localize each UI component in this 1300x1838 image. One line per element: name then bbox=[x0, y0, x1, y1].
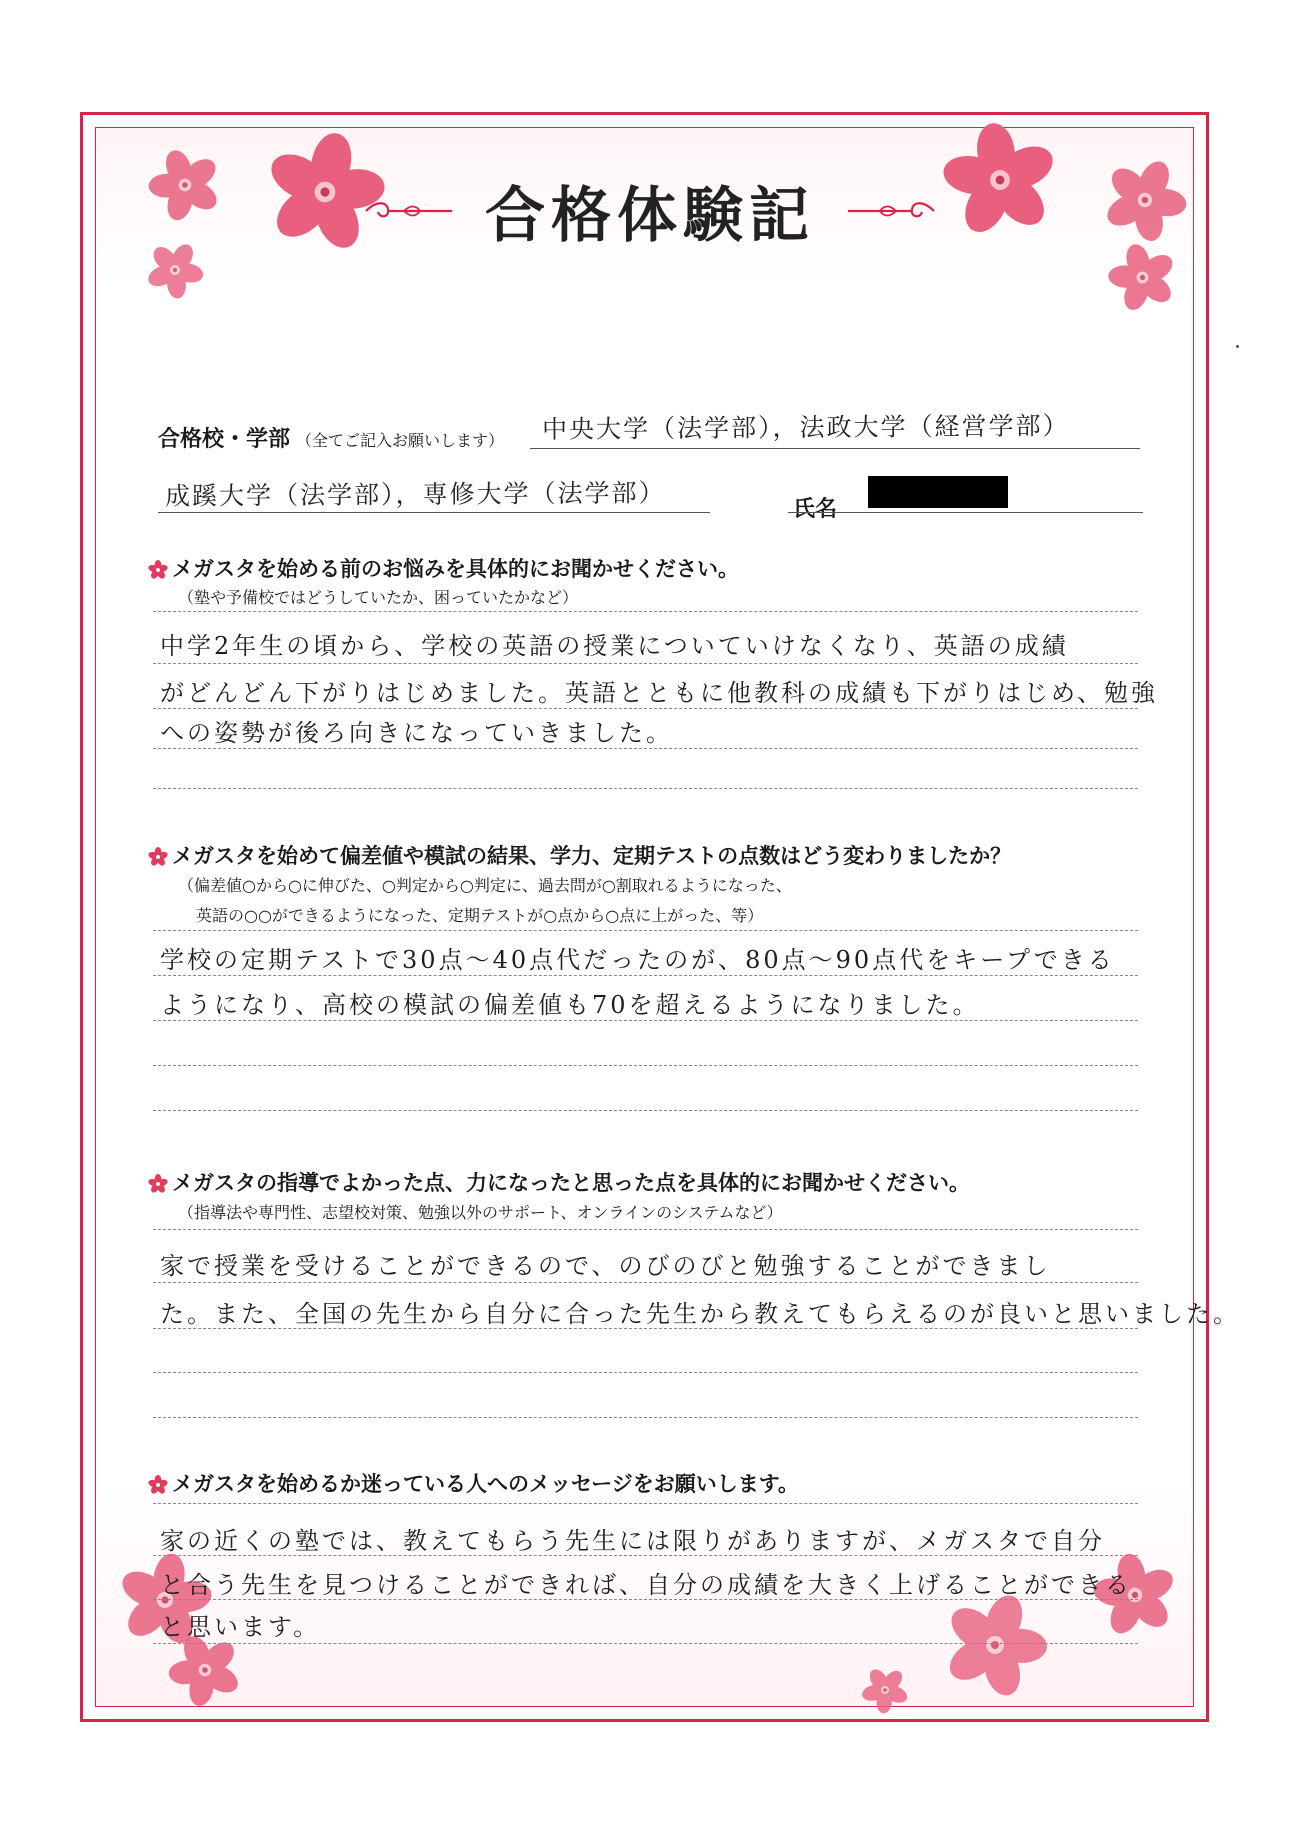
answer-line bbox=[153, 930, 1138, 931]
answer-line bbox=[153, 788, 1138, 789]
scroll-ornament-icon bbox=[364, 199, 454, 223]
question-3-sub: （指導法や専門性、志望校対策、勉強以外のサポート、オンラインのシステムなど） bbox=[178, 1203, 783, 1222]
answer-1-line1: 中学2年生の頃から、学校の英語の授業についていけなくなり、英語の成績 bbox=[160, 632, 1069, 660]
answer-line bbox=[153, 1417, 1138, 1418]
answer-line bbox=[153, 1110, 1138, 1111]
answer-3-line2: た。また、全国の先生から自分に合った先生から教えてもらえるのが良いと思いました。 bbox=[160, 1300, 1240, 1328]
answer-line bbox=[153, 1503, 1138, 1504]
school-label bbox=[158, 422, 504, 453]
scroll-ornament-icon bbox=[846, 199, 936, 223]
answer-3-line1: 家で授業を受けることができるので、のびのびと勉強することができまし bbox=[160, 1252, 1051, 1280]
answer-line bbox=[153, 1555, 1138, 1556]
answer-line bbox=[153, 975, 1138, 976]
answer-1-line3: への姿勢が後ろ向きになっていきました。 bbox=[160, 719, 673, 747]
answer-line bbox=[153, 1599, 1138, 1600]
answer-line bbox=[153, 1020, 1138, 1021]
question-1-sub: （塾や予備校ではどうしていたか、困っていたかなど） bbox=[178, 588, 579, 607]
blossom-bullet-icon bbox=[148, 847, 168, 867]
name-redaction bbox=[868, 476, 1008, 508]
cherry-blossom-icon bbox=[935, 1585, 1055, 1705]
blossom-bullet-icon bbox=[148, 560, 168, 580]
scan-speck bbox=[1236, 345, 1239, 348]
answer-1-line2: がどんどん下がりはじめました。英語とともに他教科の成績も下がりはじめ、勉強 bbox=[160, 679, 1159, 707]
title-block bbox=[0, 168, 1300, 254]
answer-line bbox=[153, 708, 1138, 709]
answer-line bbox=[153, 1065, 1138, 1066]
question-4-text: メガスタを始めるか迷っている人へのメッセージをお願いします。 bbox=[172, 1472, 800, 1496]
school-underline-1 bbox=[530, 448, 1140, 449]
name-label: 氏名 bbox=[793, 497, 838, 522]
question-2-sub1: （偏差値○から○に伸びた、○判定から○判定に、過去問が○割取れるようになった、 bbox=[178, 876, 792, 895]
question-4-heading bbox=[148, 1468, 799, 1498]
question-3-text: メガスタの指導でよかった点、力になったと思った点を具体的にお聞かせください。 bbox=[172, 1171, 970, 1195]
answer-2-line1: 学校の定期テストで30点～40点代だったのが、80点～90点代をキープできる bbox=[160, 946, 1115, 974]
answer-4-line1: 家の近くの塾では、教えてもらう先生には限りがありますが、メガスタで自分 bbox=[160, 1527, 1105, 1555]
school-label-note: （全てご記入お願いします） bbox=[296, 431, 505, 450]
answer-4-line3: と思います。 bbox=[160, 1613, 321, 1641]
school-answer-line1: 中央大学（法学部），法政大学（経営学部） bbox=[541, 411, 1070, 444]
answer-line bbox=[153, 748, 1138, 749]
question-2-heading bbox=[148, 840, 1011, 870]
school-label-text: 合格校・学部 bbox=[158, 427, 291, 452]
answer-line bbox=[153, 611, 1138, 612]
answer-4-line2: と合う先生を見つけることができれば、自分の成績を大きく上げることができる bbox=[160, 1571, 1132, 1599]
question-1-heading bbox=[148, 553, 739, 583]
school-answer-line2: 成蹊大学（法学部），専修大学（法学部） bbox=[164, 478, 666, 511]
question-1-text: メガスタを始める前のお悩みを具体的にお聞かせください。 bbox=[172, 557, 739, 581]
answer-line bbox=[153, 663, 1138, 664]
answer-line bbox=[153, 1328, 1138, 1329]
school-underline-2 bbox=[158, 512, 710, 513]
question-2-text: メガスタを始めて偏差値や模試の結果、学力、定期テストの点数はどう変わりましたか？ bbox=[172, 844, 1012, 868]
answer-line bbox=[153, 1229, 1138, 1230]
name-underline bbox=[788, 512, 1143, 513]
answer-2-line2: ようになり、高校の模試の偏差値も70を超えるようになりました。 bbox=[160, 991, 980, 1019]
blossom-bullet-icon bbox=[148, 1475, 168, 1495]
answer-line bbox=[153, 1643, 1138, 1644]
cherry-blossom-icon bbox=[855, 1660, 915, 1720]
answer-line bbox=[153, 1282, 1138, 1283]
answer-line bbox=[153, 1372, 1138, 1373]
blossom-bullet-icon bbox=[148, 1174, 168, 1194]
question-2-sub2: 英語の○○ができるようになった、定期テストが○点から○点に上がった、等） bbox=[196, 906, 764, 925]
page-title: 合格体験記 bbox=[485, 181, 815, 251]
question-3-heading bbox=[148, 1167, 970, 1197]
